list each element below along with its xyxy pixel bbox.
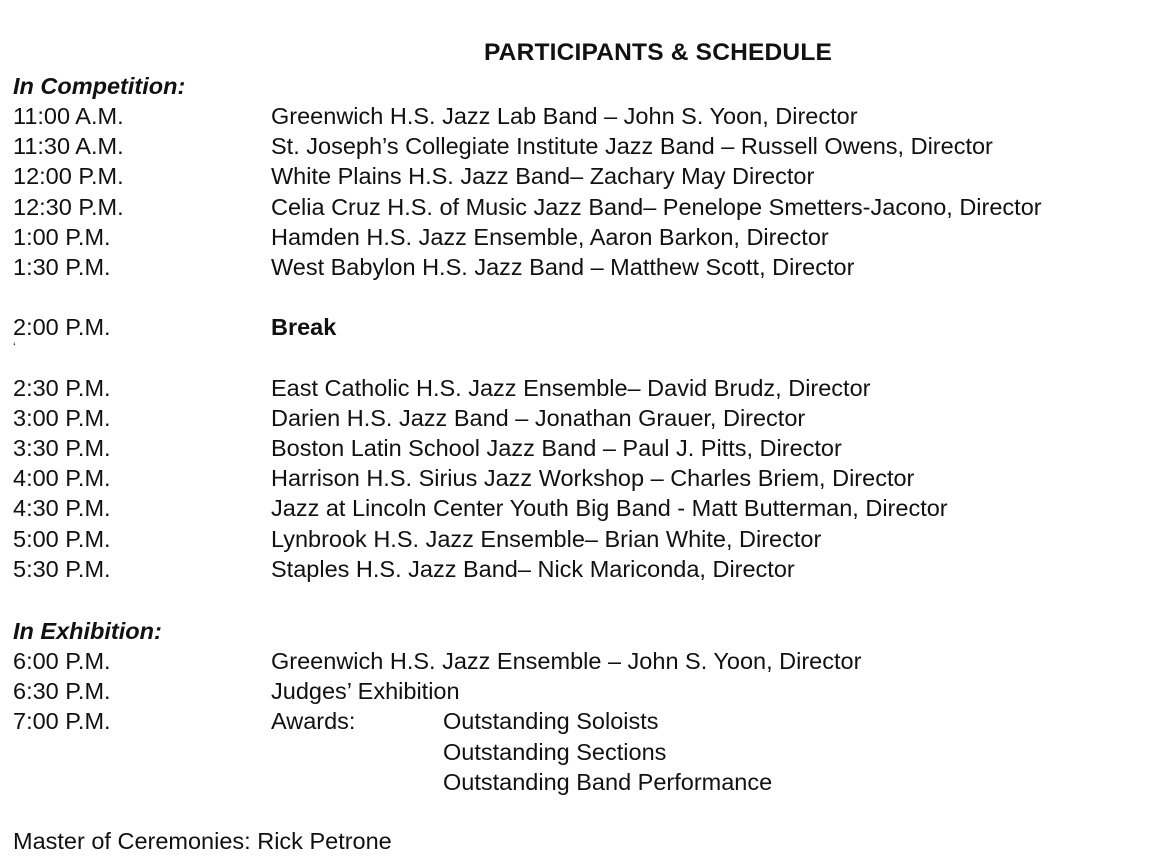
band-entry: Darien H.S. Jazz Band – Jonathan Grauer, Director	[271, 404, 806, 431]
band-entry: St. Joseph’s Collegiate Institute Jazz Band – Russell Owens, Director	[271, 133, 993, 160]
competition-heading: In Competition:	[13, 73, 186, 99]
band-entry: Harrison H.S. Sirius Jazz Workshop – Charles Briem, Director	[271, 465, 915, 492]
awards-label: Awards:	[271, 708, 356, 735]
awards-row	[13, 706, 659, 736]
band-entry: Staples H.S. Jazz Band– Nick Mariconda, Director	[271, 555, 795, 582]
awards-row	[13, 767, 773, 797]
award-item: Outstanding Band Performance	[443, 768, 773, 795]
time-slot: 3:30 P.M.	[13, 435, 111, 462]
exhibition-heading: In Exhibition:	[13, 618, 162, 644]
time-slot: 1:30 P.M.	[13, 253, 111, 280]
spacer	[13, 282, 185, 312]
competition-section	[13, 71, 1042, 584]
band-entry: Boston Latin School Jazz Band – Paul J. Pitts, Director	[271, 435, 842, 462]
award-item: Outstanding Soloists	[443, 708, 659, 735]
stray-mark	[13, 339, 185, 373]
schedule-row	[13, 646, 862, 676]
schedule-row	[13, 524, 822, 554]
schedule-row	[13, 463, 915, 493]
time-slot: 2:30 P.M.	[13, 374, 111, 401]
schedule-row	[13, 373, 871, 403]
schedule-row	[13, 433, 842, 463]
master-of-ceremonies: Master of Ceremonies: Rick Petrone	[13, 828, 392, 854]
schedule-row	[13, 252, 855, 282]
break-row	[13, 312, 337, 342]
awards-row	[13, 737, 667, 767]
time-slot: 5:30 P.M.	[13, 555, 111, 582]
band-entry: Jazz at Lincoln Center Youth Big Band - Matt Butterman, Director	[271, 495, 948, 522]
band-entry: Celia Cruz H.S. of Music Jazz Band– Penelope Smetters-Jacono, Director	[271, 193, 1042, 220]
band-entry: Greenwich H.S. Jazz Ensemble – John S. Yoon, Director	[271, 648, 862, 674]
band-entry: East Catholic H.S. Jazz Ensemble– David Brudz, Director	[271, 374, 871, 401]
band-entry: West Babylon H.S. Jazz Band – Matthew Scott, Director	[271, 253, 855, 280]
time-slot: 2:00 P.M.	[13, 314, 111, 341]
band-entry: Hamden H.S. Jazz Ensemble, Aaron Barkon, Director	[271, 223, 829, 250]
time-slot: 6:30 P.M.	[13, 678, 111, 705]
time-slot: 11:30 A.M.	[13, 133, 124, 160]
schedule-row	[13, 131, 993, 161]
time-slot: 4:00 P.M.	[13, 465, 111, 492]
schedule-row	[13, 101, 858, 131]
time-slot: 5:00 P.M.	[13, 525, 111, 552]
schedule-row	[13, 676, 460, 706]
break-label: Break	[271, 314, 337, 341]
award-item: Outstanding Sections	[443, 738, 667, 765]
schedule-row	[13, 403, 806, 433]
schedule-row	[13, 161, 815, 191]
schedule-row	[13, 222, 829, 252]
schedule-row	[13, 493, 948, 523]
band-entry: Judges’ Exhibition	[271, 678, 460, 705]
band-entry: White Plains H.S. Jazz Band– Zachary May Director	[271, 163, 815, 190]
time-slot: 1:00 P.M.	[13, 223, 111, 250]
time-slot: 12:30 P.M.	[13, 193, 124, 220]
schedule-row	[13, 554, 795, 584]
band-entry: Greenwich H.S. Jazz Lab Band – John S. Yoon, Director	[271, 103, 858, 129]
time-slot: 11:00 A.M.	[13, 103, 124, 129]
schedule-row	[13, 192, 1042, 222]
time-slot: 4:30 P.M.	[13, 495, 111, 522]
band-entry: Lynbrook H.S. Jazz Ensemble– Brian White, Director	[271, 525, 822, 552]
page-title: PARTICIPANTS & SCHEDULE	[483, 39, 833, 66]
time-slot: 12:00 P.M.	[13, 163, 124, 190]
exhibition-section	[13, 616, 862, 797]
time-slot: 3:00 P.M.	[13, 404, 111, 431]
time-slot: 7:00 P.M.	[13, 708, 111, 735]
stray-mark-glyph: ‘	[13, 339, 16, 354]
time-slot: 6:00 P.M.	[13, 648, 111, 674]
